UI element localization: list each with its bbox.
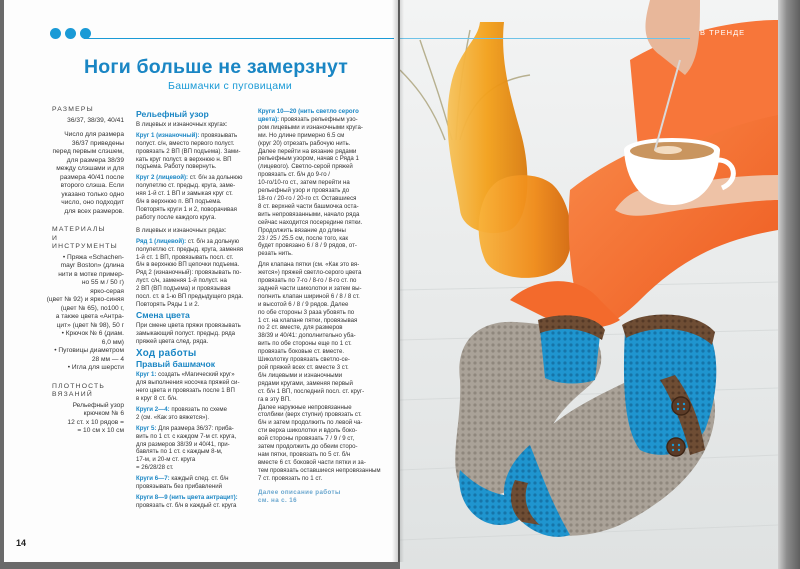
circle-5: Круг 5: Для размера 36/37: приба- вить по 1 ст. с каждом 7-м ст. круга, для размеров 38/39 и 40/41, при- бавлять по 1 ст. с каждым 8-м, 17-м, и 20-м ст. круга = 26/28/28 ст.	[136, 424, 237, 472]
materials-heading: МАТЕРИАЛЫ И ИНСТРУМЕНТЫ	[52, 226, 118, 250]
gauge-heading: ПЛОТНОСТЬ ВЯЗАНИЙ	[52, 382, 106, 398]
page-edge	[778, 0, 800, 569]
trend-rule	[400, 38, 690, 39]
continued-note: Далее описание работы см. на с. 16	[258, 488, 341, 504]
sidebar-column	[40, 106, 124, 436]
relief-pattern-title: Рельефный узор	[136, 109, 209, 119]
page-gutter	[392, 0, 404, 562]
relief-intro: В лицевых и изнаночных кругах:	[136, 120, 228, 128]
dot-icon	[50, 28, 61, 39]
circle-2-instruction: Круг 2 (лицевой): ст. б/н за дольнюю полупетлю ст. предыд. круга, зaмe- няя 1-й ст. 1 ВП и замыкая круг ст. б/н в верхнюю п. ВП подъема. Повторять круги 1 и 2, поворачивая работу после каждого круга.	[136, 174, 243, 221]
materials-text: • Пряжа «Schachen- mayr Boston» (длина нити в мотке пример- но 55 м / 50 г) ярко-серая (цвет № 92) и ярко-синяя (цвет № 65), по100 г, а также цвета «Антра- цит» (цвет № 98), 50 г • Крючок № 6 (диам. 6,0 мм) • Пуговицы диаметром 28 мм — 4 • Игла для шерсти	[46, 253, 124, 371]
sizes-values: 36/37, 38/39, 40/41	[67, 116, 124, 124]
heel-instructions: Для клапана пятки (см. «Как это вя- жется») пряжей светло-серого цвета провязать по 7-го / 8-го / 8-го ст. по задней части шиколотки и затем вы- полнить клапан шириной 6 / 8 / 8 ст. и высотой 6 / 8 / 9 рядов. Далее по обе стороны 3 раза убовять по 1 ст. на клапане пятки, провязывая по 2 ст. вместе, для размеров 38/39 и 40/41: дополнительно убa- вить по обе стороны еще по 1 ст. провязать боковые ст. вместе. Шиколотку провязать светло-се- рой пряжей всех ст. вместе 3 ст. б/н лицевыми и изнаночными рядами кругами, заменяя первый ст. б/н 1 ВП, последний посл. ст. круг- га в эту ВП. Далее наружные непровязанные столбики (верх ступни) провязать ст. б/н и затем продолжить по левой ча- сти верха шиколотки и вдоль боко- вой стороны провязать 7 / 9 / 9 ст, затем продолжить до обеим сторо- нам пятки, провязать по 5 ст. б/н вместе 6 ст. боковой части пятки и за- тем провязать оставшиеся непровязанным 7 ст. провязать по 1 ст.	[258, 261, 381, 482]
row-1-instruction: Ряд 1 (лицевой): ст. б/н за дольную полупетлю ст. предыд. круга, заменяя 1-й ст. 1 ВП, провязывать посл. ст. б/н в верхнюю ВП цепочки подъема. Ряд 2 (изнаночный): провязывать по- луст. с/н, заменяя 1-й полуст. на 2 ВП (ВП подъема) и провязывая посл. ст. в 1-ю ВП предыдущего ряда. Повторять Ряды 1 и 2.	[136, 237, 244, 308]
circle-1-shoe: Круг 1: создать «Магический круг» для выполнения носочка пряжей си- него цвета и провязать после 1 ВП в круг 8 ст. б/н.	[136, 371, 240, 402]
dot-icon	[65, 28, 76, 39]
color-change-title: Смена цвета	[136, 309, 190, 320]
circles-8-9: Круги 8—9 (нить цвета антрацит): провязать ст. б/н в каждый ст. круга	[136, 493, 238, 509]
section-label: В ТРЕНДЕ	[700, 28, 746, 37]
button-icon	[672, 397, 690, 415]
sizes-note: Число для размера 36/37 приведены перед первым слэшем, для размера 38/39 между слэшами и для размера 40/41 после второго слэша. Если указано только одно число, оно подходит для всех размеров.	[52, 131, 124, 215]
article-title: Ноги больше не замерзнут	[84, 56, 349, 78]
instructions-column-1	[136, 108, 256, 513]
circle-1-instruction: Круг 1 (изнаночный): провязывать полуст. с/н, вместо первого полуст. провязать 2 ВП (ВП подъема). Зами- кать круг полуст. в верхнюю н. ВП подъема. Работу повернуть.	[136, 131, 241, 171]
gauge-text: Рельефный узор крючком № 6 12 ст. х 10 рядов = = 10 см х 10 см	[67, 401, 124, 434]
instructions-column-2	[258, 108, 390, 504]
sizes-heading: РАЗМЕРЫ	[52, 106, 94, 113]
page-number: 14	[16, 538, 27, 548]
orange-vase-small	[479, 175, 572, 278]
color-change-text: При смене цвета пряжи провязывать замыкающий полуст. предыд. ряда пряжей цвета след. ряда.	[136, 321, 241, 345]
circles-10-20: Круги 10—20 (нить светло серого цвета): провязать рельефным узо- ром лицевыми и изнаночными кругa- ми. Но длине примерно 6.5 см (круг 20) отрезать рабочую нить. Далее перейти на вязание рядами рельефным узором, начав с Ряда 1 (лицевого). Светло-серой пряжей провязать ст. б/н до 9-го / 10-го/10-го ст., затем перейти на рельефный узор и провязать до 18-го / 20-го / 20-го ст. Оставшиеся 8 ст. верхней части башмочка оста- вить непровязанными, начало ряда сейчас находится посередине пятки. Продолжить вязание до длины 23 / 25 / 25.5 см, после того, как будет провязано 6 / 8 / 9 рядов, от- резать нить.	[258, 108, 363, 258]
article-subtitle: Башмачки с пуговицами	[168, 80, 293, 92]
work-progress-title: Ход работы	[136, 348, 197, 360]
right-shoe-title: Правый башмачок	[136, 359, 216, 370]
rows-intro: В лицевых и изнаночных рядах:	[136, 226, 227, 234]
header-rule	[84, 38, 394, 39]
circles-2-4: Круги 2—4: провязать по схеме 2 (см. «Как это вяжется»).	[136, 405, 227, 421]
button-icon	[667, 438, 685, 456]
photo-socks-illustration	[400, 0, 778, 569]
circles-6-7: Круги 6—7: каждый след. ст. б/н провязывать без прибавлений	[136, 475, 229, 491]
